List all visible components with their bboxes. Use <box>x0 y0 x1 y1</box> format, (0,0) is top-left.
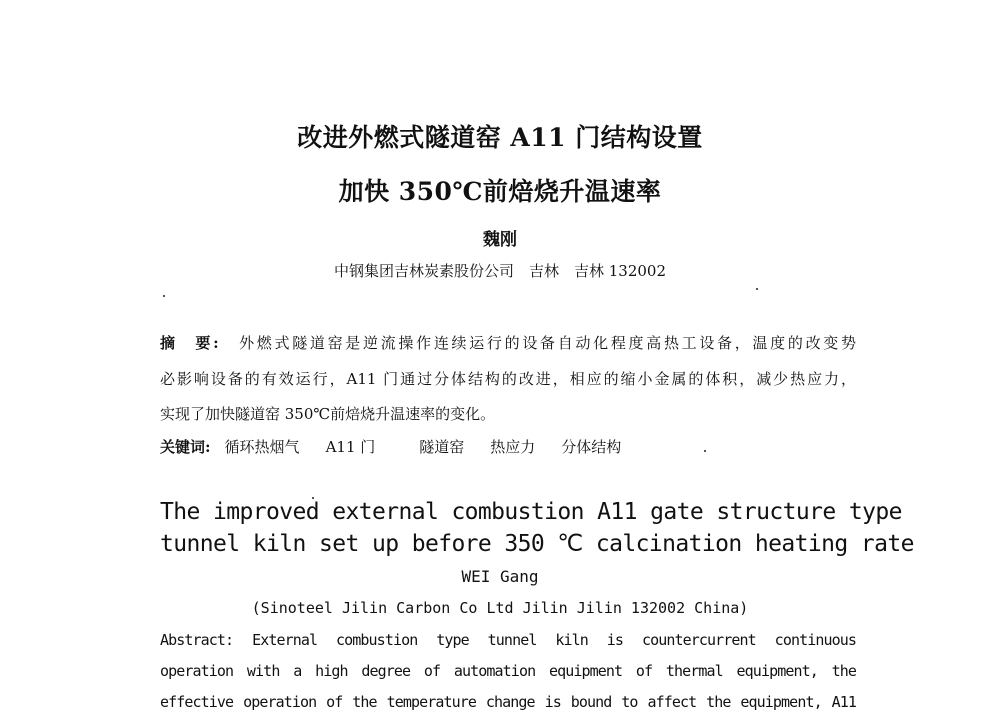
keyword-item: 分体结构 <box>561 438 622 456</box>
keywords-cn <box>160 436 647 457</box>
title-cn-line-2: 加快 350℃前焙烧升温速率 <box>338 177 662 206</box>
scan-speck <box>163 295 165 297</box>
author-cn: 魏刚 <box>483 230 517 250</box>
abstract-cn-text-1: 外燃式隧道窑是逆流操作连续运行的设备自动化程度高热工设备，温度的改变势 <box>239 334 856 352</box>
scan-speck <box>704 450 706 452</box>
affiliation-cn: 中钢集团吉林炭素股份公司 吉林 吉林 132002 <box>333 262 667 280</box>
keyword-item: A11 门 <box>325 438 376 456</box>
title-en-line-2: tunnel kiln set up before 350 ℃ calcination heating rate <box>160 531 914 557</box>
title-en-line-1: The improved external combustion A11 gate structure type <box>160 499 902 525</box>
keyword-item: 循环热烟气 <box>224 438 300 456</box>
abstract-en-line-1: Abstract: External combustion type tunnel kiln is countercurrent continuous <box>160 631 856 649</box>
scan-speck <box>756 288 758 290</box>
title-cn-line-1: 改进外燃式隧道窑 A11 门结构设置 <box>297 123 703 152</box>
keyword-item: 隧道窑 <box>419 438 465 456</box>
abstract-en-line-2: operation with a high degree of automation equipment of thermal equipment, the <box>160 662 856 680</box>
keyword-item: 热应力 <box>490 438 536 456</box>
abstract-en-line-3: effective operation of the temperature change is bound to affect the equipment, A11 <box>160 693 856 711</box>
abstract-cn-line-2: 必影响设备的有效运行，A11 门通过分体结构的改进，相应的缩小金属的体积，减少热应力， <box>160 370 856 388</box>
abstract-cn-label: 摘 要: <box>160 334 219 352</box>
affiliation-en: (Sinoteel Jilin Carbon Co Ltd Jilin Jilin 132002 China) <box>251 599 749 617</box>
keywords-cn-label: 关键词: <box>160 438 211 456</box>
author-en: WEI Gang <box>461 567 539 586</box>
abstract-cn-line-1 <box>160 332 856 353</box>
abstract-cn-line-3: 实现了加快隧道窑 350℃前焙烧升温速率的变化。 <box>160 405 496 423</box>
scan-speck <box>312 497 314 499</box>
